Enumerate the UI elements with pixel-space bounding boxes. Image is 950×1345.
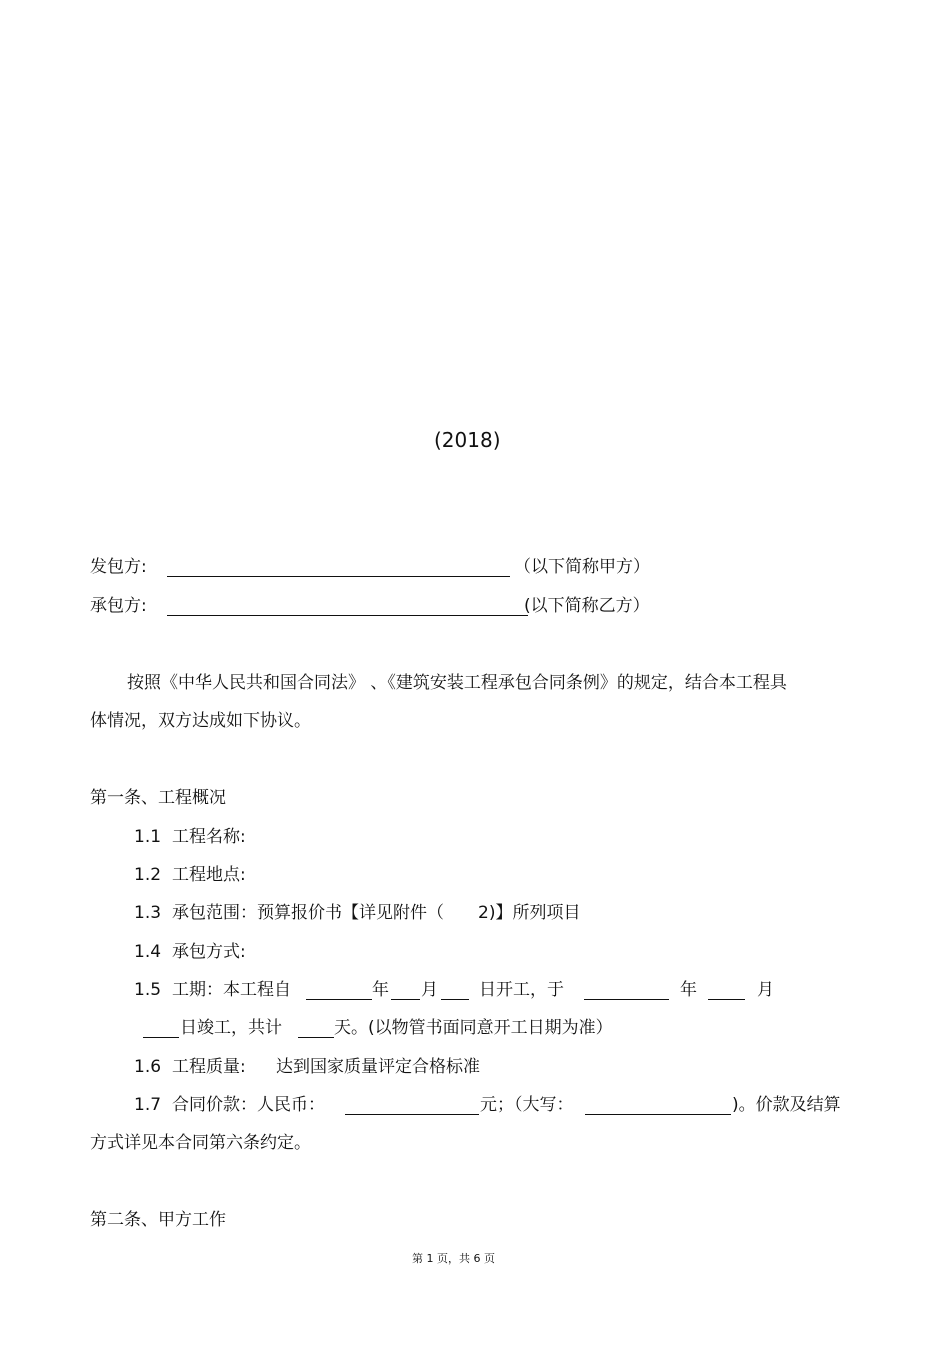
page-footer: 第 1 页，共 6 页	[412, 1252, 495, 1265]
start-day-label: 日开工，于	[479, 980, 564, 1000]
total-days-label: 天。(以物管书面同意开工日期为准）	[334, 1018, 613, 1038]
price-number-blank	[345, 1114, 479, 1115]
document-year: (2018)	[434, 428, 501, 452]
start-year-blank	[306, 999, 372, 1000]
item-1-6-text: 工程质量:	[172, 1057, 246, 1077]
item-1-4-text: 承包方式:	[172, 942, 246, 962]
item-1-5-prefix: 工期：本工程自	[172, 980, 291, 1000]
item-1-3-number: 1.3	[134, 903, 162, 923]
end-month-label: 月	[757, 980, 774, 1000]
article-2-title: 第二条、甲方工作	[90, 1210, 226, 1230]
item-1-7-line-2: 方式详见本合同第六条约定。	[90, 1133, 311, 1153]
end-year-blank	[584, 999, 669, 1000]
item-1-2-text: 工程地点:	[172, 865, 246, 885]
end-month-blank	[708, 999, 745, 1000]
item-1-7-yuan: 元；（大写：	[480, 1095, 574, 1115]
article-1-title: 第一条、工程概况	[90, 788, 226, 808]
price-words-blank	[585, 1114, 731, 1115]
start-day-blank	[441, 999, 469, 1000]
item-1-2-number: 1.2	[134, 865, 162, 885]
item-1-6-value: 达到国家质量评定合格标准	[276, 1057, 480, 1077]
item-1-3-text: 承包范围：预算报价书【详见附件（	[172, 903, 444, 923]
item-1-3-attachment: 2)】所列项目	[478, 903, 581, 923]
item-1-7-number: 1.7	[134, 1095, 162, 1115]
item-1-4-number: 1.4	[134, 942, 162, 962]
end-day-blank	[143, 1037, 179, 1038]
party-a-label: 发包方:	[90, 557, 147, 577]
item-1-1-number: 1.1	[134, 827, 162, 847]
party-b-label: 承包方:	[90, 596, 147, 616]
end-year-label: 年	[680, 980, 697, 1000]
item-1-5-number: 1.5	[134, 980, 162, 1000]
party-b-blank	[167, 615, 528, 616]
item-1-1-text: 工程名称:	[172, 827, 246, 847]
party-b-suffix: (以下简称乙方）	[524, 596, 650, 616]
item-1-6-number: 1.6	[134, 1057, 162, 1077]
party-a-blank	[167, 576, 510, 577]
item-1-7-tail: )。价款及结算	[732, 1095, 841, 1115]
end-day-label: 日竣工，共计	[180, 1018, 282, 1038]
intro-line-1: 按照《中华人民共和国合同法》 、《建筑安装工程承包合同条例》的规定，结合本工程具	[127, 673, 787, 693]
item-1-7-text: 合同价款：人民币：	[172, 1095, 325, 1115]
party-a-suffix: （以下简称甲方）	[514, 557, 650, 577]
total-days-blank	[298, 1037, 334, 1038]
start-month-label: 月	[421, 980, 438, 1000]
start-year-label: 年	[372, 980, 389, 1000]
intro-line-2: 体情况，双方达成如下协议。	[90, 711, 311, 731]
start-month-blank	[391, 999, 420, 1000]
